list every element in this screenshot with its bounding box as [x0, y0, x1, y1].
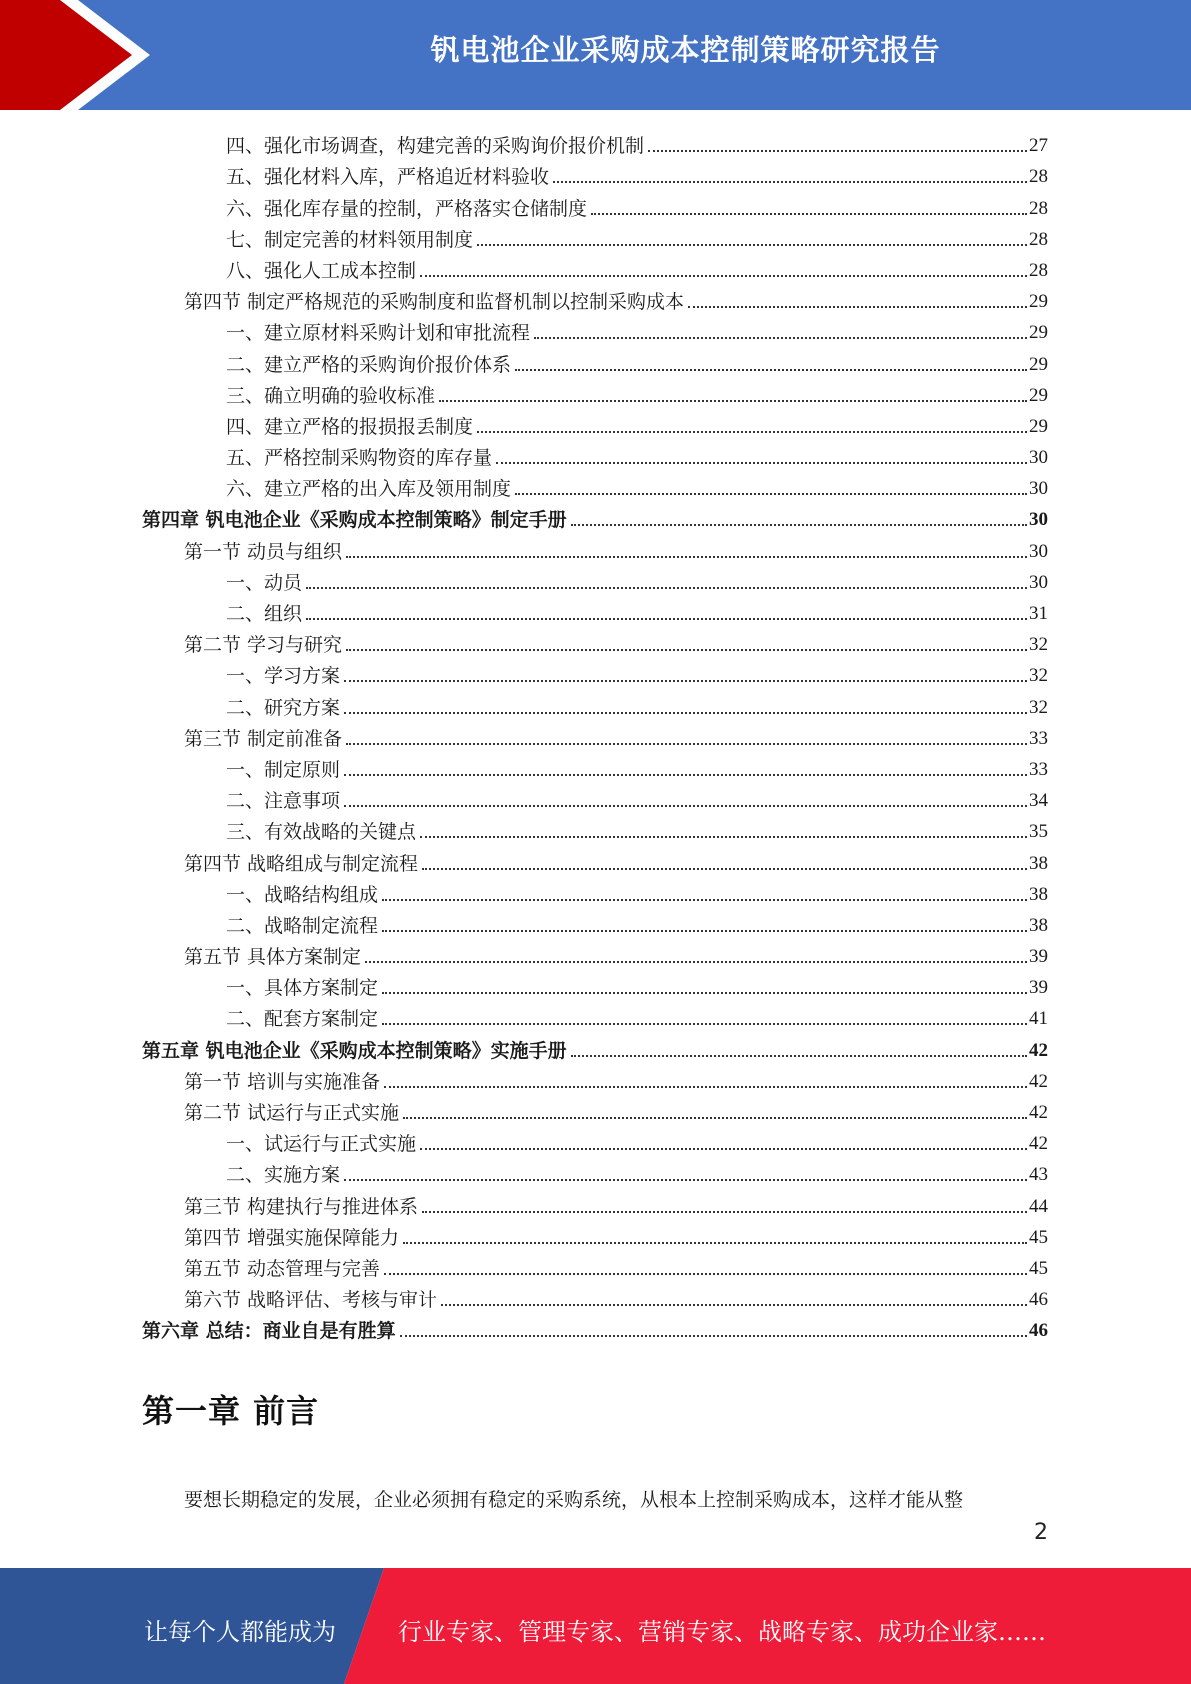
toc-entry-page: 38 — [1029, 914, 1048, 936]
toc-dot-leader — [477, 431, 1027, 433]
toc-entry[interactable] — [142, 158, 1048, 189]
toc-entry-title: 一、动员 — [226, 571, 303, 594]
toc-entry[interactable] — [142, 1250, 1048, 1281]
toc-entry[interactable] — [142, 1187, 1048, 1218]
toc-entry-title: 第六章 总结：商业自是有胜算 — [142, 1320, 396, 1343]
toc-entry-page: 30 — [1029, 540, 1048, 562]
toc-entry-page: 30 — [1029, 571, 1048, 593]
toc-entry[interactable] — [142, 657, 1048, 688]
toc-dot-leader — [571, 524, 1027, 526]
toc-entry-page: 29 — [1029, 353, 1048, 375]
toc-entry[interactable] — [142, 1281, 1048, 1312]
toc-entry-title: 七、制定完善的材料领用制度 — [226, 228, 474, 251]
toc-entry-page: 29 — [1029, 291, 1048, 313]
toc-entry[interactable] — [142, 969, 1048, 1000]
page-footer — [0, 1568, 1191, 1684]
toc-entry-title: 三、确立明确的验收标准 — [226, 384, 436, 407]
toc-entry-page: 42 — [1029, 1133, 1048, 1155]
toc-entry-page: 42 — [1029, 1070, 1048, 1092]
toc-entry-title: 二、组织 — [226, 603, 303, 625]
toc-entry[interactable] — [142, 564, 1048, 595]
toc-dot-leader — [400, 1335, 1027, 1337]
toc-dot-leader — [346, 743, 1027, 745]
toc-entry[interactable] — [142, 439, 1048, 470]
toc-entry[interactable] — [142, 1031, 1048, 1062]
toc-entry-title: 第六节 战略评估、考核与审计 — [184, 1289, 438, 1312]
toc-dot-leader — [688, 306, 1027, 308]
toc-entry-page: 42 — [1029, 1039, 1048, 1061]
toc-entry-title: 一、具体方案制定 — [226, 977, 379, 1000]
toc-entry[interactable] — [142, 470, 1048, 501]
toc-entry-title: 第四节 战略组成与制定流程 — [184, 852, 419, 875]
toc-dot-leader — [382, 930, 1027, 932]
toc-dot-leader — [403, 1242, 1027, 1244]
toc-dot-leader — [496, 462, 1027, 464]
toc-entry[interactable] — [142, 314, 1048, 345]
toc-entry-title: 二、注意事项 — [226, 790, 341, 813]
toc-entry[interactable] — [142, 532, 1048, 563]
toc-entry-page: 27 — [1029, 135, 1048, 157]
toc-entry-page: 45 — [1029, 1226, 1048, 1248]
toc-entry[interactable] — [142, 688, 1048, 719]
toc-dot-leader — [384, 1086, 1027, 1088]
toc-dot-leader — [382, 899, 1027, 901]
toc-entry[interactable] — [142, 1156, 1048, 1187]
toc-entry[interactable] — [142, 127, 1048, 158]
toc-dot-leader — [382, 1023, 1027, 1025]
toc-entry[interactable] — [142, 408, 1048, 439]
toc-entry-page: 46 — [1029, 1320, 1048, 1342]
toc-entry-title: 五、严格控制采购物资的库存量 — [226, 447, 493, 470]
toc-dot-leader — [346, 556, 1027, 558]
page-header — [0, 0, 1191, 110]
toc-entry-title: 一、战略结构组成 — [226, 883, 379, 906]
toc-dot-leader — [306, 587, 1027, 589]
toc-entry-title: 二、配套方案制定 — [226, 1008, 379, 1031]
toc-entry-title: 四、强化市场调查，构建完善的采购询价报价机制 — [226, 135, 645, 158]
toc-entry-title: 四、建立严格的报损报丢制度 — [226, 415, 474, 438]
toc-dot-leader — [422, 868, 1027, 870]
toc-entry[interactable] — [142, 1094, 1048, 1125]
toc-entry-page: 46 — [1029, 1289, 1048, 1311]
toc-entry[interactable] — [142, 1219, 1048, 1250]
toc-dot-leader — [382, 992, 1027, 994]
toc-entry-page: 38 — [1029, 883, 1048, 905]
toc-dot-leader — [365, 961, 1027, 963]
toc-dot-leader — [439, 400, 1027, 402]
toc-entry-page: 39 — [1029, 977, 1048, 999]
toc-entry[interactable] — [142, 1000, 1048, 1031]
toc-entry[interactable] — [142, 189, 1048, 220]
toc-entry[interactable] — [142, 813, 1048, 844]
toc-entry-page: 32 — [1029, 665, 1048, 687]
toc-entry-page: 28 — [1029, 259, 1048, 281]
toc-entry-title: 二、建立严格的采购询价报价体系 — [226, 353, 512, 376]
toc-entry-page: 30 — [1029, 509, 1048, 531]
toc-entry-page: 42 — [1029, 1102, 1048, 1123]
table-of-contents — [142, 127, 1048, 1343]
toc-entry-title: 第四节 增强实施保障能力 — [184, 1226, 400, 1249]
toc-entry[interactable] — [142, 1063, 1048, 1094]
toc-dot-leader — [420, 275, 1027, 277]
toc-dot-leader — [422, 1211, 1027, 1213]
chapter-heading: 第一章 前言 — [142, 1392, 320, 1430]
toc-entry[interactable] — [142, 595, 1048, 626]
toc-entry[interactable] — [142, 501, 1048, 532]
toc-entry-page: 43 — [1029, 1164, 1048, 1186]
page-number: 2 — [1034, 1520, 1048, 1545]
toc-entry[interactable] — [142, 221, 1048, 252]
toc-dot-leader — [515, 493, 1027, 495]
toc-entry-page: 41 — [1029, 1008, 1048, 1030]
toc-entry-title: 第一节 动员与组织 — [184, 540, 343, 563]
toc-entry-title: 一、制定原则 — [226, 758, 341, 781]
toc-entry[interactable] — [142, 844, 1048, 875]
toc-dot-leader — [346, 649, 1027, 651]
toc-entry[interactable] — [142, 1312, 1048, 1343]
toc-dot-leader — [441, 1304, 1027, 1306]
toc-entry[interactable] — [142, 1125, 1048, 1156]
toc-entry-page: 45 — [1029, 1257, 1048, 1279]
toc-dot-leader — [591, 213, 1027, 215]
toc-entry-page: 34 — [1029, 790, 1048, 812]
toc-entry-title: 一、学习方案 — [226, 665, 341, 688]
toc-dot-leader — [477, 244, 1027, 246]
toc-entry-page: 33 — [1029, 758, 1048, 780]
toc-entry-title: 二、战略制定流程 — [226, 914, 379, 937]
toc-entry-title: 第一节 培训与实施准备 — [184, 1070, 381, 1093]
toc-entry-page: 29 — [1029, 322, 1048, 344]
toc-dot-leader — [384, 1273, 1027, 1275]
toc-entry-title: 第三节 构建执行与推进体系 — [184, 1195, 419, 1218]
toc-entry-title: 六、强化库存量的控制，严格落实仓储制度 — [226, 197, 588, 220]
toc-entry[interactable] — [142, 751, 1048, 782]
toc-entry-page: 30 — [1029, 447, 1048, 469]
toc-dot-leader — [420, 836, 1027, 838]
toc-entry-title: 第三节 制定前准备 — [184, 727, 343, 750]
toc-entry[interactable] — [142, 782, 1048, 813]
toc-entry-page: 33 — [1029, 727, 1048, 749]
toc-entry-page: 30 — [1029, 478, 1048, 500]
toc-entry-page: 31 — [1029, 603, 1048, 624]
toc-dot-leader — [648, 150, 1027, 152]
toc-entry-page: 28 — [1029, 197, 1048, 219]
toc-entry-title: 二、研究方案 — [226, 696, 341, 719]
toc-dot-leader — [344, 774, 1027, 776]
toc-entry[interactable] — [142, 720, 1048, 751]
toc-entry-page: 44 — [1029, 1195, 1048, 1217]
toc-dot-leader — [420, 1148, 1027, 1150]
footer-slogan-right: 行业专家、管理专家、营销专家、战略专家、成功企业家…… — [398, 1618, 1046, 1646]
toc-dot-leader — [571, 1055, 1027, 1057]
toc-entry-page: 28 — [1029, 166, 1048, 188]
toc-entry-page: 38 — [1029, 852, 1048, 874]
toc-entry[interactable] — [142, 377, 1048, 408]
footer-slogan-left: 让每个人都能成为 — [144, 1618, 336, 1646]
body-paragraph: 要想长期稳定的发展，企业必须拥有稳定的采购系统，从根本上控制采购成本，这样才能从整 — [184, 1489, 964, 1511]
toc-entry-title: 二、实施方案 — [226, 1164, 341, 1187]
toc-entry[interactable] — [142, 876, 1048, 907]
toc-entry-page: 28 — [1029, 228, 1048, 250]
toc-entry[interactable] — [142, 626, 1048, 657]
toc-entry[interactable] — [142, 283, 1048, 314]
toc-entry-page: 39 — [1029, 946, 1048, 968]
toc-entry-title: 一、试运行与正式实施 — [226, 1133, 417, 1156]
toc-entry-title: 八、强化人工成本控制 — [226, 259, 417, 282]
toc-dot-leader — [515, 369, 1027, 371]
toc-entry-title: 一、建立原材料采购计划和审批流程 — [226, 322, 531, 345]
toc-entry-page: 29 — [1029, 384, 1048, 406]
toc-entry-title: 五、强化材料入库，严格追近材料验收 — [226, 166, 550, 189]
toc-entry[interactable] — [142, 345, 1048, 376]
toc-entry-page: 35 — [1029, 821, 1048, 843]
toc-entry-title: 第五章 钒电池企业《采购成本控制策略》实施手册 — [142, 1039, 567, 1062]
toc-dot-leader — [344, 805, 1027, 807]
toc-dot-leader — [344, 1179, 1027, 1181]
toc-entry-title: 第四章 钒电池企业《采购成本控制策略》制定手册 — [142, 509, 567, 532]
toc-dot-leader — [534, 337, 1027, 339]
toc-entry-page: 32 — [1029, 634, 1048, 656]
toc-entry-page: 29 — [1029, 415, 1048, 437]
toc-entry-title: 六、建立严格的出入库及领用制度 — [226, 478, 512, 501]
toc-entry-page: 32 — [1029, 696, 1048, 718]
toc-dot-leader — [403, 1117, 1027, 1119]
toc-dot-leader — [344, 680, 1027, 682]
toc-entry[interactable] — [142, 907, 1048, 938]
toc-entry-title: 三、有效战略的关键点 — [226, 821, 417, 844]
toc-entry[interactable] — [142, 252, 1048, 283]
toc-entry-title: 第五节 具体方案制定 — [184, 946, 362, 969]
toc-dot-leader — [344, 712, 1027, 714]
toc-entry-title: 第二节 学习与研究 — [184, 634, 343, 657]
toc-entry-title: 第二节 试运行与正式实施 — [184, 1102, 400, 1124]
document-title: 钒电池企业采购成本控制策略研究报告 — [430, 33, 941, 67]
toc-dot-leader — [553, 181, 1027, 183]
toc-entry-title: 第四节 制定严格规范的采购制度和监督机制以控制采购成本 — [184, 291, 685, 314]
toc-entry[interactable] — [142, 938, 1048, 969]
toc-entry-title: 第五节 动态管理与完善 — [184, 1257, 381, 1280]
toc-dot-leader — [306, 618, 1027, 620]
